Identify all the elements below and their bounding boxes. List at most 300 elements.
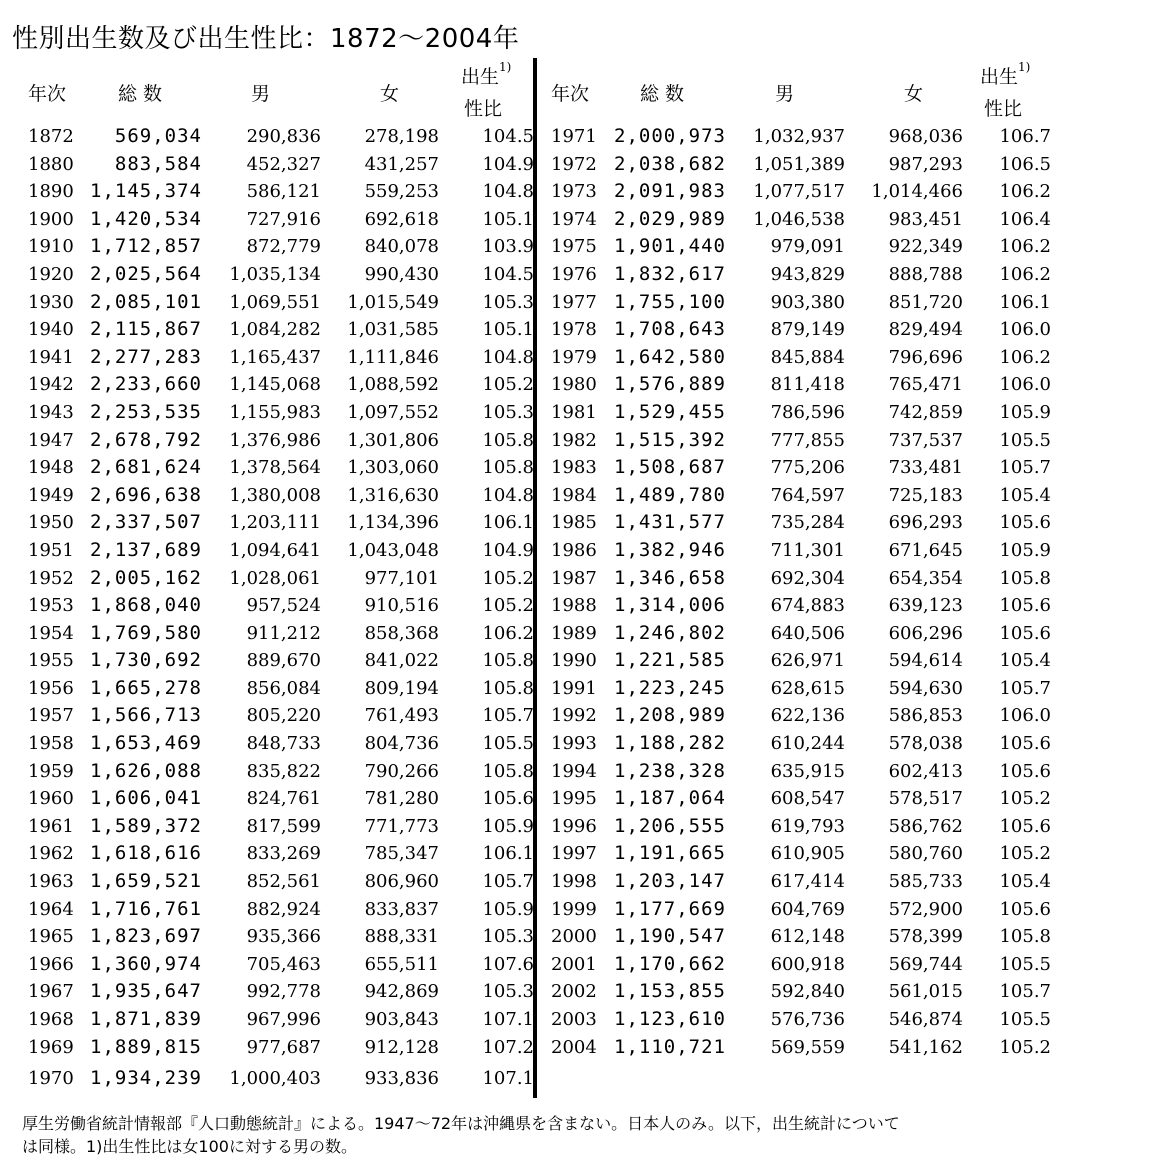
cell-ratio: 105.6 bbox=[999, 760, 1051, 782]
cell-total: 1,606,041 bbox=[90, 787, 202, 810]
cell-year: 1986 bbox=[551, 539, 597, 561]
cell-total: 1,382,946 bbox=[614, 538, 726, 561]
table-row bbox=[0, 206, 1170, 234]
cell-year: 1948 bbox=[28, 457, 74, 479]
cell-female: 654,354 bbox=[888, 567, 963, 589]
cell-year: 1957 bbox=[28, 705, 74, 727]
cell-female: 841,022 bbox=[364, 650, 439, 672]
cell-male: 856,084 bbox=[246, 677, 321, 699]
cell-female: 572,900 bbox=[888, 898, 963, 920]
cell-ratio: 106.2 bbox=[482, 622, 534, 644]
cell-year: 1989 bbox=[551, 622, 597, 644]
cell-male: 592,840 bbox=[770, 981, 845, 1003]
cell-ratio: 105.3 bbox=[482, 981, 534, 1003]
cell-male: 1,155,983 bbox=[229, 401, 321, 423]
cell-ratio: 105.9 bbox=[999, 401, 1051, 423]
cell-total: 1,653,469 bbox=[90, 732, 202, 755]
cell-year: 1985 bbox=[551, 512, 597, 534]
cell-female: 942,869 bbox=[364, 981, 439, 1003]
cell-year: 1999 bbox=[551, 898, 597, 920]
cell-female: 561,015 bbox=[888, 981, 963, 1003]
table-row bbox=[0, 289, 1170, 317]
cell-female: 806,960 bbox=[364, 871, 439, 893]
cell-year: 2000 bbox=[551, 926, 597, 948]
cell-female: 1,031,585 bbox=[347, 319, 439, 341]
cell-ratio: 104.8 bbox=[482, 181, 534, 203]
table-row bbox=[0, 592, 1170, 620]
cell-ratio: 106.4 bbox=[999, 208, 1051, 230]
cell-ratio: 106.1 bbox=[482, 512, 534, 534]
header-ratio-bottom-right: 性比 bbox=[984, 98, 1023, 120]
cell-female: 1,097,552 bbox=[347, 401, 439, 423]
cell-female: 1,301,806 bbox=[347, 429, 439, 451]
cell-total: 1,206,555 bbox=[614, 814, 726, 837]
cell-male: 1,145,068 bbox=[229, 374, 321, 396]
table-row bbox=[0, 1034, 1170, 1062]
table-row bbox=[0, 730, 1170, 758]
cell-total: 1,346,658 bbox=[614, 566, 726, 589]
cell-total: 1,170,662 bbox=[614, 952, 726, 975]
cell-female: 785,347 bbox=[364, 843, 439, 865]
cell-female: 586,853 bbox=[888, 705, 963, 727]
table-row bbox=[0, 316, 1170, 344]
cell-ratio: 105.8 bbox=[999, 926, 1051, 948]
cell-year: 1981 bbox=[551, 401, 597, 423]
cell-total: 1,145,374 bbox=[90, 180, 202, 203]
cell-male: 848,733 bbox=[246, 733, 321, 755]
cell-ratio: 104.8 bbox=[482, 346, 534, 368]
table-row bbox=[0, 758, 1170, 786]
cell-ratio: 106.0 bbox=[999, 705, 1051, 727]
cell-total: 1,188,282 bbox=[614, 732, 726, 755]
cell-year: 1953 bbox=[28, 595, 74, 617]
cell-female: 578,517 bbox=[888, 788, 963, 810]
cell-female: 671,645 bbox=[888, 539, 963, 561]
cell-ratio: 105.1 bbox=[482, 319, 534, 341]
cell-total: 883,584 bbox=[114, 152, 202, 175]
header-male-right: 男 bbox=[775, 83, 795, 105]
cell-total: 1,191,665 bbox=[614, 842, 726, 865]
cell-total: 2,085,101 bbox=[90, 290, 202, 313]
cell-male: 824,761 bbox=[246, 788, 321, 810]
cell-female: 903,843 bbox=[364, 1009, 439, 1030]
cell-female: 606,296 bbox=[888, 622, 963, 644]
cell-male: 845,884 bbox=[770, 346, 845, 368]
cell-male: 674,883 bbox=[770, 595, 845, 617]
cell-ratio: 105.3 bbox=[482, 926, 534, 948]
cell-total: 1,238,328 bbox=[614, 759, 726, 782]
cell-year: 1954 bbox=[28, 622, 74, 644]
cell-year: 1982 bbox=[551, 429, 597, 451]
cell-year: 1962 bbox=[28, 843, 74, 865]
cell-ratio: 104.9 bbox=[482, 539, 534, 561]
table-row bbox=[0, 702, 1170, 730]
table-row bbox=[0, 399, 1170, 427]
cell-female: 983,451 bbox=[888, 208, 963, 230]
cell-total: 1,190,547 bbox=[614, 925, 726, 948]
cell-male: 1,035,134 bbox=[229, 263, 321, 285]
cell-total: 1,934,239 bbox=[90, 1067, 202, 1090]
cell-total: 1,755,100 bbox=[614, 290, 726, 313]
cell-female: 737,537 bbox=[888, 429, 963, 451]
cell-male: 600,918 bbox=[770, 953, 845, 975]
cell-female: 594,630 bbox=[888, 677, 963, 699]
cell-male: 935,366 bbox=[246, 926, 321, 948]
cell-female: 569,744 bbox=[888, 953, 963, 975]
cell-female: 578,038 bbox=[888, 733, 963, 755]
cell-year: 1968 bbox=[28, 1009, 74, 1030]
cell-male: 612,148 bbox=[770, 926, 845, 948]
cell-female: 804,736 bbox=[364, 733, 439, 755]
cell-male: 992,778 bbox=[246, 981, 321, 1003]
table-row bbox=[0, 978, 1170, 1006]
cell-year: 1988 bbox=[551, 595, 597, 617]
cell-total: 1,420,534 bbox=[90, 207, 202, 230]
cell-male: 957,524 bbox=[246, 595, 321, 617]
cell-female: 1,111,846 bbox=[347, 346, 439, 368]
cell-male: 775,206 bbox=[770, 457, 845, 479]
cell-female: 888,331 bbox=[364, 926, 439, 948]
cell-year: 1964 bbox=[28, 898, 74, 920]
cell-ratio: 105.7 bbox=[482, 871, 534, 893]
cell-ratio: 105.2 bbox=[482, 567, 534, 589]
cell-ratio: 105.5 bbox=[999, 953, 1051, 975]
cell-ratio: 106.1 bbox=[999, 291, 1051, 313]
cell-ratio: 105.6 bbox=[999, 733, 1051, 755]
cell-ratio: 105.3 bbox=[482, 401, 534, 423]
cell-total: 1,730,692 bbox=[90, 649, 202, 672]
cell-male: 805,220 bbox=[246, 705, 321, 727]
cell-male: 1,077,517 bbox=[753, 181, 845, 203]
cell-female: 840,078 bbox=[364, 236, 439, 258]
cell-year: 1958 bbox=[28, 733, 74, 755]
cell-total: 1,431,577 bbox=[614, 511, 726, 534]
cell-year: 1890 bbox=[28, 181, 74, 203]
cell-year: 1998 bbox=[551, 871, 597, 893]
cell-male: 1,094,641 bbox=[229, 539, 321, 561]
cell-ratio: 107.2 bbox=[482, 1036, 534, 1058]
cell-year: 1947 bbox=[28, 429, 74, 451]
cell-ratio: 105.5 bbox=[999, 1009, 1051, 1030]
cell-total: 1,576,889 bbox=[614, 373, 726, 396]
cell-ratio: 105.7 bbox=[482, 705, 534, 727]
cell-female: 990,430 bbox=[364, 263, 439, 285]
table-row bbox=[0, 427, 1170, 455]
cell-year: 1941 bbox=[28, 346, 74, 368]
cell-ratio: 105.4 bbox=[999, 871, 1051, 893]
cell-ratio: 105.4 bbox=[999, 484, 1051, 506]
cell-total: 2,253,535 bbox=[90, 400, 202, 423]
cell-male: 1,203,111 bbox=[229, 512, 321, 534]
cell-year: 1942 bbox=[28, 374, 74, 396]
cell-total: 2,029,989 bbox=[614, 207, 726, 230]
table-row bbox=[0, 371, 1170, 399]
cell-male: 764,597 bbox=[770, 484, 845, 506]
table-row bbox=[0, 896, 1170, 924]
header-male-left: 男 bbox=[251, 83, 271, 105]
cell-female: 771,773 bbox=[364, 815, 439, 837]
cell-ratio: 105.1 bbox=[482, 208, 534, 230]
cell-female: 541,162 bbox=[888, 1036, 963, 1058]
table-row bbox=[0, 537, 1170, 565]
cell-year: 1880 bbox=[28, 153, 74, 175]
cell-male: 943,829 bbox=[770, 263, 845, 285]
table-row bbox=[0, 951, 1170, 979]
cell-female: 725,183 bbox=[888, 484, 963, 506]
cell-female: 278,198 bbox=[364, 126, 439, 147]
cell-year: 1990 bbox=[551, 650, 597, 672]
cell-total: 2,005,162 bbox=[90, 566, 202, 589]
table-row bbox=[0, 233, 1170, 261]
cell-total: 1,360,974 bbox=[90, 952, 202, 975]
cell-ratio: 106.2 bbox=[999, 263, 1051, 285]
cell-total: 1,665,278 bbox=[90, 676, 202, 699]
cell-total: 1,153,855 bbox=[614, 980, 726, 1003]
cell-female: 922,349 bbox=[888, 236, 963, 258]
cell-ratio: 105.6 bbox=[482, 788, 534, 810]
cell-male: 290,836 bbox=[246, 126, 321, 147]
cell-male: 610,905 bbox=[770, 843, 845, 865]
cell-total: 1,935,647 bbox=[90, 980, 202, 1003]
cell-female: 733,481 bbox=[888, 457, 963, 479]
cell-male: 1,165,437 bbox=[229, 346, 321, 368]
header-year-left: 年次 bbox=[28, 83, 67, 105]
cell-female: 796,696 bbox=[888, 346, 963, 368]
cell-year: 1970 bbox=[28, 1068, 74, 1090]
cell-ratio: 105.7 bbox=[999, 677, 1051, 699]
cell-year: 1973 bbox=[551, 181, 597, 203]
table-row bbox=[0, 675, 1170, 703]
cell-female: 790,266 bbox=[364, 760, 439, 782]
cell-male: 626,971 bbox=[770, 650, 845, 672]
cell-male: 635,915 bbox=[770, 760, 845, 782]
cell-year: 1949 bbox=[28, 484, 74, 506]
cell-female: 888,788 bbox=[888, 263, 963, 285]
cell-ratio: 105.8 bbox=[482, 677, 534, 699]
cell-female: 1,014,466 bbox=[871, 181, 963, 203]
cell-female: 858,368 bbox=[364, 622, 439, 644]
cell-year: 1961 bbox=[28, 815, 74, 837]
cell-year: 1940 bbox=[28, 319, 74, 341]
cell-ratio: 105.6 bbox=[999, 512, 1051, 534]
cell-male: 872,779 bbox=[246, 236, 321, 258]
cell-female: 1,134,396 bbox=[347, 512, 439, 534]
cell-male: 979,091 bbox=[770, 236, 845, 258]
cell-total: 2,091,983 bbox=[614, 180, 726, 203]
cell-female: 910,516 bbox=[364, 595, 439, 617]
cell-ratio: 105.3 bbox=[482, 291, 534, 313]
cell-total: 1,901,440 bbox=[614, 235, 726, 258]
cell-total: 1,508,687 bbox=[614, 456, 726, 479]
cell-year: 1956 bbox=[28, 677, 74, 699]
cell-ratio: 105.9 bbox=[482, 815, 534, 837]
cell-year: 1950 bbox=[28, 512, 74, 534]
cell-year: 1992 bbox=[551, 705, 597, 727]
cell-ratio: 105.8 bbox=[482, 760, 534, 782]
table-row bbox=[0, 840, 1170, 868]
cell-year: 1955 bbox=[28, 650, 74, 672]
cell-year: 1960 bbox=[28, 788, 74, 810]
cell-male: 705,463 bbox=[246, 953, 321, 975]
cell-total: 1,871,839 bbox=[90, 1008, 202, 1030]
cell-year: 1951 bbox=[28, 539, 74, 561]
cell-total: 2,696,638 bbox=[90, 483, 202, 506]
cell-year: 1984 bbox=[551, 484, 597, 506]
cell-total: 1,769,580 bbox=[90, 621, 202, 644]
cell-total: 1,626,088 bbox=[90, 759, 202, 782]
cell-female: 585,733 bbox=[888, 871, 963, 893]
table-row bbox=[0, 261, 1170, 289]
cell-male: 882,924 bbox=[246, 898, 321, 920]
header-ratio-top-left bbox=[461, 62, 511, 89]
cell-year: 2004 bbox=[551, 1036, 597, 1058]
cell-ratio: 105.2 bbox=[999, 788, 1051, 810]
cell-year: 1969 bbox=[28, 1036, 74, 1058]
cell-female: 594,614 bbox=[888, 650, 963, 672]
cell-total: 1,589,372 bbox=[90, 814, 202, 837]
cell-ratio: 104.5 bbox=[482, 126, 534, 147]
cell-male: 576,736 bbox=[770, 1009, 845, 1030]
cell-male: 622,136 bbox=[770, 705, 845, 727]
cell-year: 1900 bbox=[28, 208, 74, 230]
cell-total: 2,137,689 bbox=[90, 538, 202, 561]
cell-year: 1977 bbox=[551, 291, 597, 313]
cell-year: 1996 bbox=[551, 815, 597, 837]
cell-total: 1,177,669 bbox=[614, 897, 726, 920]
cell-total: 2,678,792 bbox=[90, 428, 202, 451]
cell-male: 1,380,008 bbox=[229, 484, 321, 506]
cell-year: 1994 bbox=[551, 760, 597, 782]
cell-year: 2001 bbox=[551, 953, 597, 975]
header-total-left: 総 数 bbox=[118, 83, 163, 105]
header-ratio-footnote-mark: 1) bbox=[499, 60, 512, 74]
cell-year: 1872 bbox=[28, 126, 74, 147]
cell-male: 889,670 bbox=[246, 650, 321, 672]
table-row bbox=[0, 785, 1170, 813]
cell-male: 1,032,937 bbox=[753, 126, 845, 147]
cell-year: 1975 bbox=[551, 236, 597, 258]
cell-total: 1,889,815 bbox=[90, 1035, 202, 1058]
cell-male: 586,121 bbox=[246, 181, 321, 203]
cell-male: 1,378,564 bbox=[229, 457, 321, 479]
header-ratio-bottom-left: 性比 bbox=[464, 98, 503, 120]
cell-total: 569,034 bbox=[114, 125, 202, 147]
cell-ratio: 105.6 bbox=[999, 595, 1051, 617]
cell-year: 1910 bbox=[28, 236, 74, 258]
footnote bbox=[22, 1112, 1042, 1158]
cell-ratio: 107.1 bbox=[482, 1068, 534, 1090]
cell-male: 711,301 bbox=[770, 539, 845, 561]
cell-total: 2,233,660 bbox=[90, 373, 202, 396]
cell-male: 1,046,538 bbox=[753, 208, 845, 230]
cell-female: 968,036 bbox=[888, 126, 963, 147]
cell-male: 727,916 bbox=[246, 208, 321, 230]
cell-male: 569,559 bbox=[770, 1036, 845, 1058]
cell-total: 1,642,580 bbox=[614, 345, 726, 368]
cell-total: 1,489,780 bbox=[614, 483, 726, 506]
cell-female: 977,101 bbox=[364, 567, 439, 589]
cell-female: 765,471 bbox=[888, 374, 963, 396]
cell-ratio: 105.8 bbox=[482, 457, 534, 479]
cell-female: 912,128 bbox=[364, 1036, 439, 1058]
cell-year: 1959 bbox=[28, 760, 74, 782]
cell-male: 1,028,061 bbox=[229, 567, 321, 589]
table-row bbox=[0, 647, 1170, 675]
header-ratio-top-text: 出生 bbox=[980, 66, 1019, 88]
table-row bbox=[0, 482, 1170, 510]
cell-male: 628,615 bbox=[770, 677, 845, 699]
cell-ratio: 105.2 bbox=[999, 1036, 1051, 1058]
cell-year: 1967 bbox=[28, 981, 74, 1003]
header-ratio-footnote-mark: 1) bbox=[1018, 60, 1031, 74]
cell-ratio: 105.8 bbox=[999, 567, 1051, 589]
cell-male: 1,069,551 bbox=[229, 291, 321, 313]
cell-year: 1993 bbox=[551, 733, 597, 755]
cell-ratio: 104.5 bbox=[482, 263, 534, 285]
cell-total: 1,618,616 bbox=[90, 842, 202, 865]
cell-male: 1,084,282 bbox=[229, 319, 321, 341]
cell-male: 604,769 bbox=[770, 898, 845, 920]
cell-total: 2,038,682 bbox=[614, 152, 726, 175]
cell-ratio: 104.9 bbox=[482, 153, 534, 175]
cell-ratio: 106.0 bbox=[999, 374, 1051, 396]
cell-total: 1,659,521 bbox=[90, 870, 202, 893]
cell-year: 1980 bbox=[551, 374, 597, 396]
cell-ratio: 105.6 bbox=[999, 815, 1051, 837]
cell-male: 967,996 bbox=[246, 1009, 321, 1030]
cell-year: 1943 bbox=[28, 401, 74, 423]
cell-total: 1,708,643 bbox=[614, 318, 726, 341]
cell-female: 692,618 bbox=[364, 208, 439, 230]
cell-year: 1972 bbox=[551, 153, 597, 175]
cell-female: 602,413 bbox=[888, 760, 963, 782]
cell-male: 833,269 bbox=[246, 843, 321, 865]
cell-year: 1971 bbox=[551, 126, 597, 147]
cell-male: 619,793 bbox=[770, 815, 845, 837]
cell-female: 1,043,048 bbox=[347, 539, 439, 561]
cell-total: 1,566,713 bbox=[90, 704, 202, 727]
header-female-right: 女 bbox=[904, 83, 924, 105]
cell-total: 1,712,857 bbox=[90, 235, 202, 258]
cell-total: 1,868,040 bbox=[90, 594, 202, 617]
cell-ratio: 105.7 bbox=[999, 981, 1051, 1003]
table-row bbox=[0, 620, 1170, 648]
cell-ratio: 105.2 bbox=[482, 374, 534, 396]
cell-male: 452,327 bbox=[246, 153, 321, 175]
page-title: 性別出生数及び出生性比：1872〜2004年 bbox=[12, 24, 520, 54]
cell-ratio: 107.6 bbox=[482, 953, 534, 975]
cell-male: 835,822 bbox=[246, 760, 321, 782]
cell-ratio: 105.8 bbox=[482, 650, 534, 672]
cell-ratio: 105.2 bbox=[999, 843, 1051, 865]
cell-ratio: 106.7 bbox=[999, 126, 1051, 147]
cell-ratio: 105.6 bbox=[999, 622, 1051, 644]
cell-male: 608,547 bbox=[770, 788, 845, 810]
cell-year: 1976 bbox=[551, 263, 597, 285]
cell-year: 1997 bbox=[551, 843, 597, 865]
cell-ratio: 105.6 bbox=[999, 898, 1051, 920]
cell-year: 1952 bbox=[28, 567, 74, 589]
cell-ratio: 107.1 bbox=[482, 1009, 534, 1030]
cell-total: 1,832,617 bbox=[614, 262, 726, 285]
cell-year: 1974 bbox=[551, 208, 597, 230]
cell-total: 2,277,283 bbox=[90, 345, 202, 368]
cell-total: 1,187,064 bbox=[614, 787, 726, 810]
cell-total: 2,000,973 bbox=[614, 125, 726, 147]
cell-female: 578,399 bbox=[888, 926, 963, 948]
cell-male: 911,212 bbox=[246, 622, 321, 644]
cell-ratio: 105.9 bbox=[999, 539, 1051, 561]
